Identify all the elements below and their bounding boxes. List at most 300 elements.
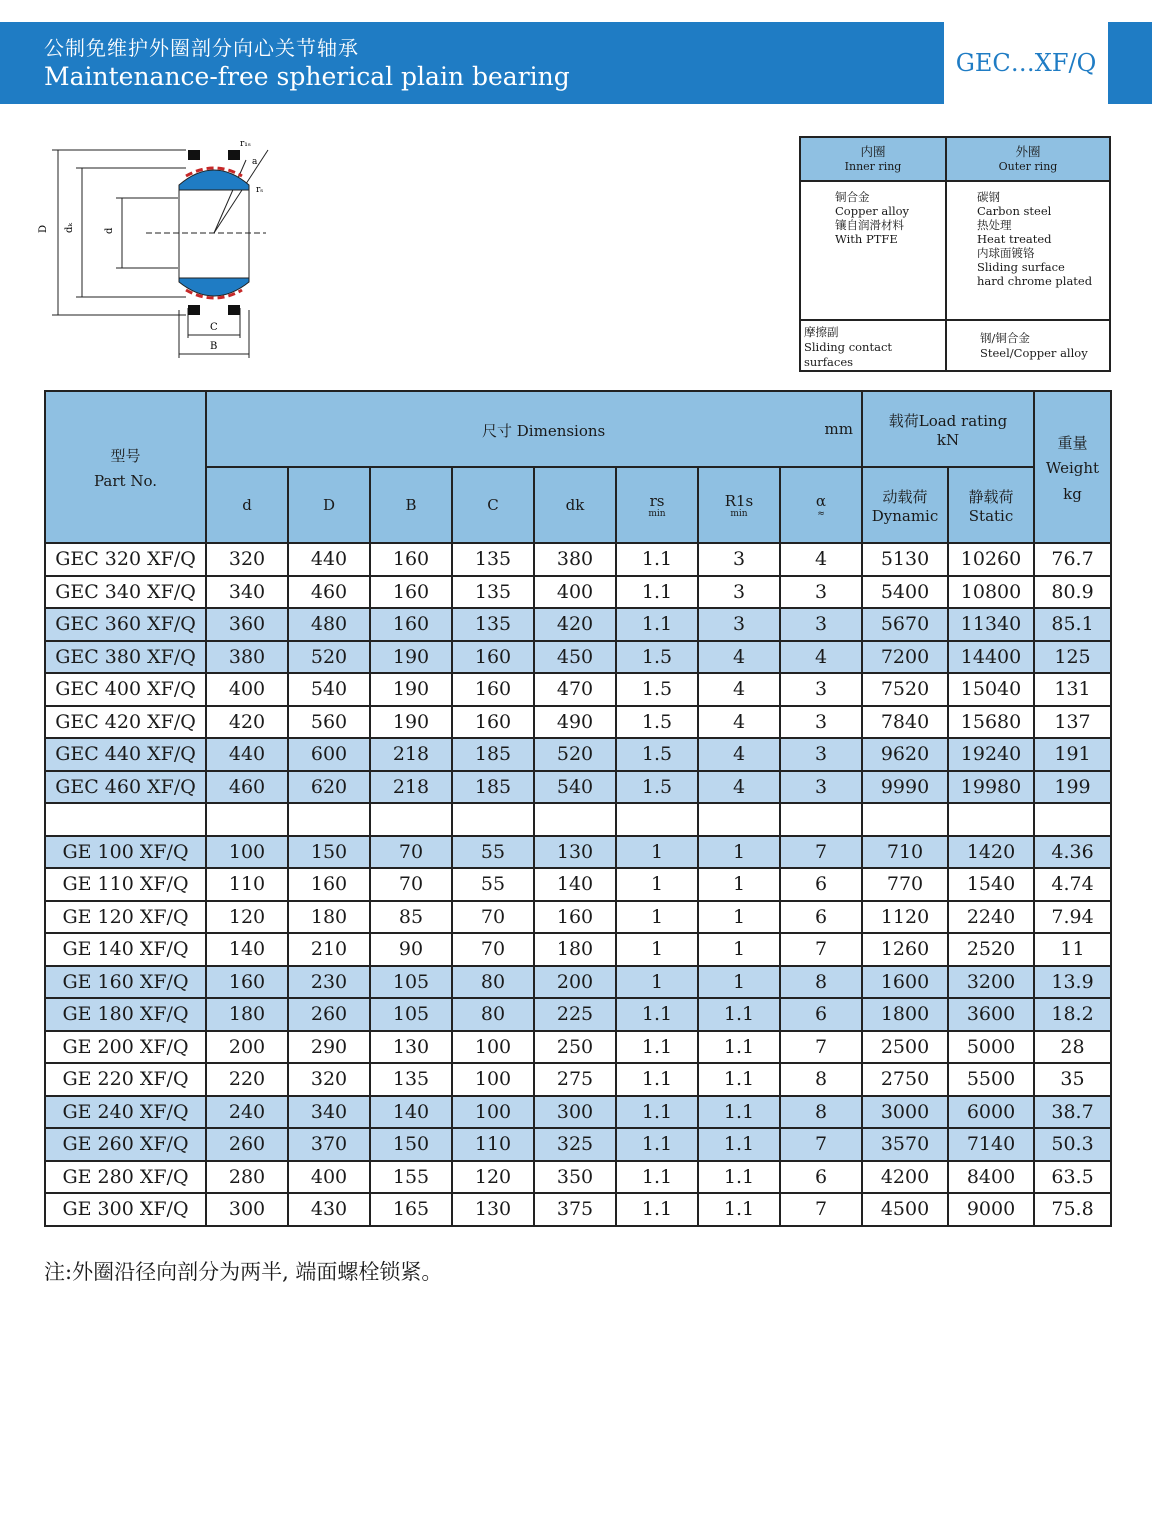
table-cell: 130	[370, 1031, 452, 1064]
table-cell: 210	[288, 933, 370, 966]
table-cell: 190	[370, 641, 452, 674]
label-B: B	[210, 341, 218, 352]
table-cell: 165	[370, 1193, 452, 1226]
table-cell: 7140	[948, 1128, 1034, 1161]
table-cell: 3	[780, 738, 862, 771]
table-cell: 1600	[862, 966, 948, 999]
part-no-cell: GE 140 XF/Q	[45, 933, 206, 966]
table-cell: 80	[452, 998, 534, 1031]
table-cell: 1.1	[616, 1193, 698, 1226]
table-cell: 240	[206, 1096, 288, 1129]
table-cell: 7	[780, 1193, 862, 1226]
part-no-cell: GEC 380 XF/Q	[45, 641, 206, 674]
table-row	[45, 901, 1111, 934]
table-cell: 55	[452, 868, 534, 901]
table-cell: 100	[206, 836, 288, 869]
table-cell: 4200	[862, 1161, 948, 1194]
table-cell: 4	[698, 706, 780, 739]
weight-header: 重量 Weight kg	[1034, 391, 1111, 543]
part-no-cell: GEC 420 XF/Q	[45, 706, 206, 739]
table-cell: 80	[452, 966, 534, 999]
part-no-cell: GE 110 XF/Q	[45, 868, 206, 901]
table-cell: 1540	[948, 868, 1034, 901]
part-no-cell: GEC 340 XF/Q	[45, 576, 206, 609]
table-row	[45, 966, 1111, 999]
part-no-cell: GEC 320 XF/Q	[45, 543, 206, 576]
table-cell: 140	[534, 868, 616, 901]
table-cell: 55	[452, 836, 534, 869]
table-cell: 3	[698, 543, 780, 576]
table-cell: 8	[780, 1063, 862, 1096]
table-cell: 76.7	[1034, 543, 1111, 576]
col-dk: dk	[534, 467, 616, 543]
table-cell: 35	[1034, 1063, 1111, 1096]
part-no-cell: GE 100 XF/Q	[45, 836, 206, 869]
table-cell: 2500	[862, 1031, 948, 1064]
table-cell: 1.1	[698, 998, 780, 1031]
table-cell: 200	[534, 966, 616, 999]
table-cell: 18.2	[1034, 998, 1111, 1031]
part-no-cell: GE 200 XF/Q	[45, 1031, 206, 1064]
table-cell: 710	[862, 836, 948, 869]
table-cell: 15680	[948, 706, 1034, 739]
table-cell: 1.1	[616, 1063, 698, 1096]
table-cell: 620	[288, 771, 370, 804]
table-cell: 1260	[862, 933, 948, 966]
table-row	[45, 836, 1111, 869]
table-cell: 260	[206, 1128, 288, 1161]
table-row	[45, 1063, 1111, 1096]
table-cell: 440	[288, 543, 370, 576]
table-cell: 6	[780, 868, 862, 901]
title-zh: 公制免维护外圈剖分向心关节轴承	[44, 36, 359, 60]
table-cell: 320	[206, 543, 288, 576]
table-cell: 520	[534, 738, 616, 771]
table-cell: 218	[370, 738, 452, 771]
table-cell: 225	[534, 998, 616, 1031]
col-d: d	[206, 467, 288, 543]
table-cell: 9990	[862, 771, 948, 804]
table-cell: 10800	[948, 576, 1034, 609]
table-cell: 1	[698, 836, 780, 869]
table-cell: 3600	[948, 998, 1034, 1031]
table-cell: 340	[206, 576, 288, 609]
table-cell: 131	[1034, 673, 1111, 706]
table-cell: 160	[370, 576, 452, 609]
title-banner	[0, 22, 944, 104]
table-cell: 3	[780, 608, 862, 641]
table-cell: 9620	[862, 738, 948, 771]
label-D: D	[38, 224, 49, 233]
table-cell: 160	[206, 966, 288, 999]
table-cell: 135	[452, 576, 534, 609]
table-cell: 1	[616, 901, 698, 934]
table-cell: 5400	[862, 576, 948, 609]
table-cell: 300	[206, 1193, 288, 1226]
col-dynamic: 动载荷 Dynamic	[862, 467, 948, 543]
col-D: D	[288, 467, 370, 543]
table-cell: 140	[370, 1096, 452, 1129]
table-cell: 14400	[948, 641, 1034, 674]
part-no-cell: GEC 360 XF/Q	[45, 608, 206, 641]
table-row	[45, 998, 1111, 1031]
part-no-cell: GEC 460 XF/Q	[45, 771, 206, 804]
table-cell: 70	[370, 868, 452, 901]
part-no-cell: GE 220 XF/Q	[45, 1063, 206, 1096]
table-cell: 450	[534, 641, 616, 674]
table-cell: 150	[370, 1128, 452, 1161]
table-cell	[206, 803, 288, 836]
table-cell: 4	[780, 543, 862, 576]
table-cell: 4	[780, 641, 862, 674]
table-cell: 135	[370, 1063, 452, 1096]
part-no-cell: GEC 400 XF/Q	[45, 673, 206, 706]
table-cell: 1.1	[616, 608, 698, 641]
table-cell: 160	[370, 608, 452, 641]
table-row	[45, 1096, 1111, 1129]
table-cell: 6	[780, 998, 862, 1031]
table-cell: 1.1	[616, 1128, 698, 1161]
table-cell: 480	[288, 608, 370, 641]
table-cell: 8	[780, 1096, 862, 1129]
table-cell: 3	[780, 673, 862, 706]
table-cell: 1.1	[698, 1031, 780, 1064]
table-cell: 4	[698, 641, 780, 674]
table-cell: 180	[288, 901, 370, 934]
table-row	[45, 868, 1111, 901]
table-cell: 460	[288, 576, 370, 609]
table-cell: 85.1	[1034, 608, 1111, 641]
table-cell: 3	[698, 576, 780, 609]
part-no-cell: GE 300 XF/Q	[45, 1193, 206, 1226]
table-cell: 1.1	[616, 1031, 698, 1064]
table-cell: 1.1	[616, 1161, 698, 1194]
table-cell: 400	[206, 673, 288, 706]
table-cell: 1.5	[616, 706, 698, 739]
table-cell: 6000	[948, 1096, 1034, 1129]
table-cell: 3	[698, 608, 780, 641]
table-cell: 1	[616, 966, 698, 999]
table-cell: 1.5	[616, 771, 698, 804]
table-cell: 1420	[948, 836, 1034, 869]
table-cell: 470	[534, 673, 616, 706]
table-row	[45, 771, 1111, 804]
table-cell: 340	[288, 1096, 370, 1129]
table-cell: 420	[534, 608, 616, 641]
table-cell: 1.1	[616, 576, 698, 609]
table-cell: 4500	[862, 1193, 948, 1226]
label-dk: dₖ	[64, 222, 75, 233]
table-row	[45, 933, 1111, 966]
part-no-cell	[45, 803, 206, 836]
table-cell: 1	[616, 933, 698, 966]
table-cell: 560	[288, 706, 370, 739]
col-B: B	[370, 467, 452, 543]
table-cell: 260	[288, 998, 370, 1031]
table-cell: 160	[452, 706, 534, 739]
label-C: C	[210, 322, 218, 333]
table-cell: 160	[452, 673, 534, 706]
dimensions-header: 尺寸 Dimensions mm	[206, 391, 862, 467]
table-cell: 7	[780, 836, 862, 869]
table-cell: 1	[698, 966, 780, 999]
table-cell: 100	[452, 1031, 534, 1064]
table-cell: 100	[452, 1063, 534, 1096]
table-cell: 6	[780, 901, 862, 934]
table-cell: 9000	[948, 1193, 1034, 1226]
table-cell	[534, 803, 616, 836]
table-cell: 80.9	[1034, 576, 1111, 609]
table-cell: 218	[370, 771, 452, 804]
table-cell: 7	[780, 1031, 862, 1064]
table-cell: 70	[452, 933, 534, 966]
table-cell: 430	[288, 1193, 370, 1226]
label-rs: rₛ	[256, 185, 264, 195]
table-cell: 3200	[948, 966, 1034, 999]
table-cell: 7520	[862, 673, 948, 706]
table-cell: 280	[206, 1161, 288, 1194]
table-cell: 105	[370, 998, 452, 1031]
table-cell: 1	[698, 933, 780, 966]
table-cell: 1.1	[698, 1128, 780, 1161]
table-cell: 350	[534, 1161, 616, 1194]
table-cell: 191	[1034, 738, 1111, 771]
table-cell: 110	[206, 868, 288, 901]
table-cell: 1.5	[616, 641, 698, 674]
table-cell: 130	[534, 836, 616, 869]
table-cell: 3570	[862, 1128, 948, 1161]
outer-ring-material: 碳钢 Carbon steel 热处理 Heat treated 内球面镀铬 Sliding surface hard chrome plated	[946, 181, 1110, 320]
table-cell: 1	[698, 868, 780, 901]
table-row	[45, 706, 1111, 739]
table-cell: 1.1	[698, 1096, 780, 1129]
table-cell: 85	[370, 901, 452, 934]
table-cell: 770	[862, 868, 948, 901]
table-cell: 185	[452, 738, 534, 771]
title-en: Maintenance-free spherical plain bearing	[44, 62, 570, 91]
table-cell: 4	[698, 673, 780, 706]
table-cell: 275	[534, 1063, 616, 1096]
table-cell: 3	[780, 771, 862, 804]
table-cell: 380	[534, 543, 616, 576]
bearing-diagram	[36, 130, 286, 370]
table-row	[45, 1161, 1111, 1194]
part-no-cell: GEC 440 XF/Q	[45, 738, 206, 771]
table-cell: 400	[288, 1161, 370, 1194]
table-cell: 135	[452, 608, 534, 641]
table-cell	[862, 803, 948, 836]
table-cell: 4	[698, 771, 780, 804]
col-static: 静载荷 Static	[948, 467, 1034, 543]
table-cell	[616, 803, 698, 836]
sliding-surface-label: 摩擦副 Sliding contact surfaces	[800, 320, 946, 371]
table-cell: 4.36	[1034, 836, 1111, 869]
table-cell: 380	[206, 641, 288, 674]
table-cell: 180	[206, 998, 288, 1031]
table-cell: 370	[288, 1128, 370, 1161]
table-cell: 8	[780, 966, 862, 999]
table-cell: 1	[616, 868, 698, 901]
table-cell: 1	[698, 901, 780, 934]
table-cell: 200	[206, 1031, 288, 1064]
table-cell	[698, 803, 780, 836]
table-cell: 6	[780, 1161, 862, 1194]
table-cell: 7	[780, 1128, 862, 1161]
table-cell: 28	[1034, 1031, 1111, 1064]
table-cell: 7840	[862, 706, 948, 739]
table-cell: 600	[288, 738, 370, 771]
table-cell: 4	[698, 738, 780, 771]
table-row	[45, 1193, 1111, 1226]
table-cell: 5670	[862, 608, 948, 641]
label-a: a	[252, 157, 258, 167]
table-cell: 375	[534, 1193, 616, 1226]
table-cell: 1.5	[616, 738, 698, 771]
table-cell: 300	[534, 1096, 616, 1129]
table-row	[45, 543, 1111, 576]
table-cell: 1.1	[616, 1096, 698, 1129]
col-C: C	[452, 467, 534, 543]
table-cell: 38.7	[1034, 1096, 1111, 1129]
table-cell: 105	[370, 966, 452, 999]
table-cell: 1120	[862, 901, 948, 934]
table-cell: 7200	[862, 641, 948, 674]
table-cell: 490	[534, 706, 616, 739]
table-cell: 75.8	[1034, 1193, 1111, 1226]
series-label: GEC…XF/Q	[955, 49, 1097, 77]
table-cell: 2750	[862, 1063, 948, 1096]
table-cell: 520	[288, 641, 370, 674]
inner-ring-material: 铜合金 Copper alloy 镶自润滑材料 With PTFE	[800, 181, 946, 320]
table-cell: 190	[370, 706, 452, 739]
table-cell: 199	[1034, 771, 1111, 804]
table-cell: 540	[288, 673, 370, 706]
part-no-header: 型号 Part No.	[45, 391, 206, 543]
load-rating-header: 载荷Load rating kN	[862, 391, 1034, 467]
table-cell: 540	[534, 771, 616, 804]
table-cell: 3	[780, 576, 862, 609]
table-cell: 130	[452, 1193, 534, 1226]
table-cell: 360	[206, 608, 288, 641]
table-cell: 70	[370, 836, 452, 869]
table-cell: 10260	[948, 543, 1034, 576]
table-cell: 4.74	[1034, 868, 1111, 901]
table-cell: 100	[452, 1096, 534, 1129]
table-cell: 7	[780, 933, 862, 966]
table-cell	[288, 803, 370, 836]
table-cell: 137	[1034, 706, 1111, 739]
sliding-surface-value: 钢/铜合金 Steel/Copper alloy	[946, 320, 1110, 371]
table-row	[45, 738, 1111, 771]
table-cell: 1	[616, 836, 698, 869]
label-r1s: r₁ₛ	[240, 139, 251, 149]
col-rs: rs min	[616, 467, 698, 543]
table-cell: 180	[534, 933, 616, 966]
table-cell: 5000	[948, 1031, 1034, 1064]
table-row	[45, 576, 1111, 609]
table-cell: 13.9	[1034, 966, 1111, 999]
table-cell: 70	[452, 901, 534, 934]
table-cell: 290	[288, 1031, 370, 1064]
table-cell: 125	[1034, 641, 1111, 674]
footnote: 注:外圈沿径向剖分为两半, 端面螺栓锁紧。	[44, 1260, 443, 1284]
table-cell: 19240	[948, 738, 1034, 771]
inner-ring-header: 内圈 Inner ring	[800, 137, 946, 181]
table-cell	[948, 803, 1034, 836]
table-cell: 90	[370, 933, 452, 966]
part-no-cell: GE 160 XF/Q	[45, 966, 206, 999]
table-cell: 1.1	[616, 543, 698, 576]
table-cell: 400	[534, 576, 616, 609]
table-cell: 220	[206, 1063, 288, 1096]
table-cell: 1.1	[698, 1161, 780, 1194]
table-cell: 160	[370, 543, 452, 576]
table-cell: 1.5	[616, 673, 698, 706]
table-row	[45, 608, 1111, 641]
table-cell: 120	[452, 1161, 534, 1194]
table-cell: 50.3	[1034, 1128, 1111, 1161]
materials-table	[799, 136, 1111, 372]
table-cell: 150	[288, 836, 370, 869]
table-row	[45, 641, 1111, 674]
table-cell: 190	[370, 673, 452, 706]
table-cell: 135	[452, 543, 534, 576]
table-cell: 325	[534, 1128, 616, 1161]
table-cell: 11	[1034, 933, 1111, 966]
spec-table	[44, 390, 1112, 1227]
col-alpha: α ≈	[780, 467, 862, 543]
table-cell: 1.1	[698, 1193, 780, 1226]
table-cell: 185	[452, 771, 534, 804]
table-cell: 140	[206, 933, 288, 966]
table-cell	[452, 803, 534, 836]
table-cell: 160	[534, 901, 616, 934]
table-row	[45, 673, 1111, 706]
table-row	[45, 803, 1111, 836]
banner-tail	[1108, 22, 1152, 104]
table-cell: 120	[206, 901, 288, 934]
table-cell: 15040	[948, 673, 1034, 706]
part-no-cell: GE 280 XF/Q	[45, 1161, 206, 1194]
table-cell: 1800	[862, 998, 948, 1031]
table-cell: 19980	[948, 771, 1034, 804]
col-r1s: R1s min	[698, 467, 780, 543]
table-cell: 460	[206, 771, 288, 804]
table-row	[45, 1031, 1111, 1064]
part-no-cell: GE 120 XF/Q	[45, 901, 206, 934]
table-cell: 5500	[948, 1063, 1034, 1096]
part-no-cell: GE 240 XF/Q	[45, 1096, 206, 1129]
table-cell: 3000	[862, 1096, 948, 1129]
table-cell: 2520	[948, 933, 1034, 966]
table-cell: 155	[370, 1161, 452, 1194]
table-cell: 250	[534, 1031, 616, 1064]
table-cell: 160	[452, 641, 534, 674]
table-cell: 2240	[948, 901, 1034, 934]
table-cell	[1034, 803, 1111, 836]
outer-ring-header: 外圈 Outer ring	[946, 137, 1110, 181]
table-cell: 320	[288, 1063, 370, 1096]
table-cell: 11340	[948, 608, 1034, 641]
table-cell: 5130	[862, 543, 948, 576]
part-no-cell: GE 180 XF/Q	[45, 998, 206, 1031]
table-cell	[780, 803, 862, 836]
table-row	[45, 1128, 1111, 1161]
label-d: d	[104, 227, 115, 234]
table-cell: 3	[780, 706, 862, 739]
table-cell: 1.1	[698, 1063, 780, 1096]
table-cell: 440	[206, 738, 288, 771]
